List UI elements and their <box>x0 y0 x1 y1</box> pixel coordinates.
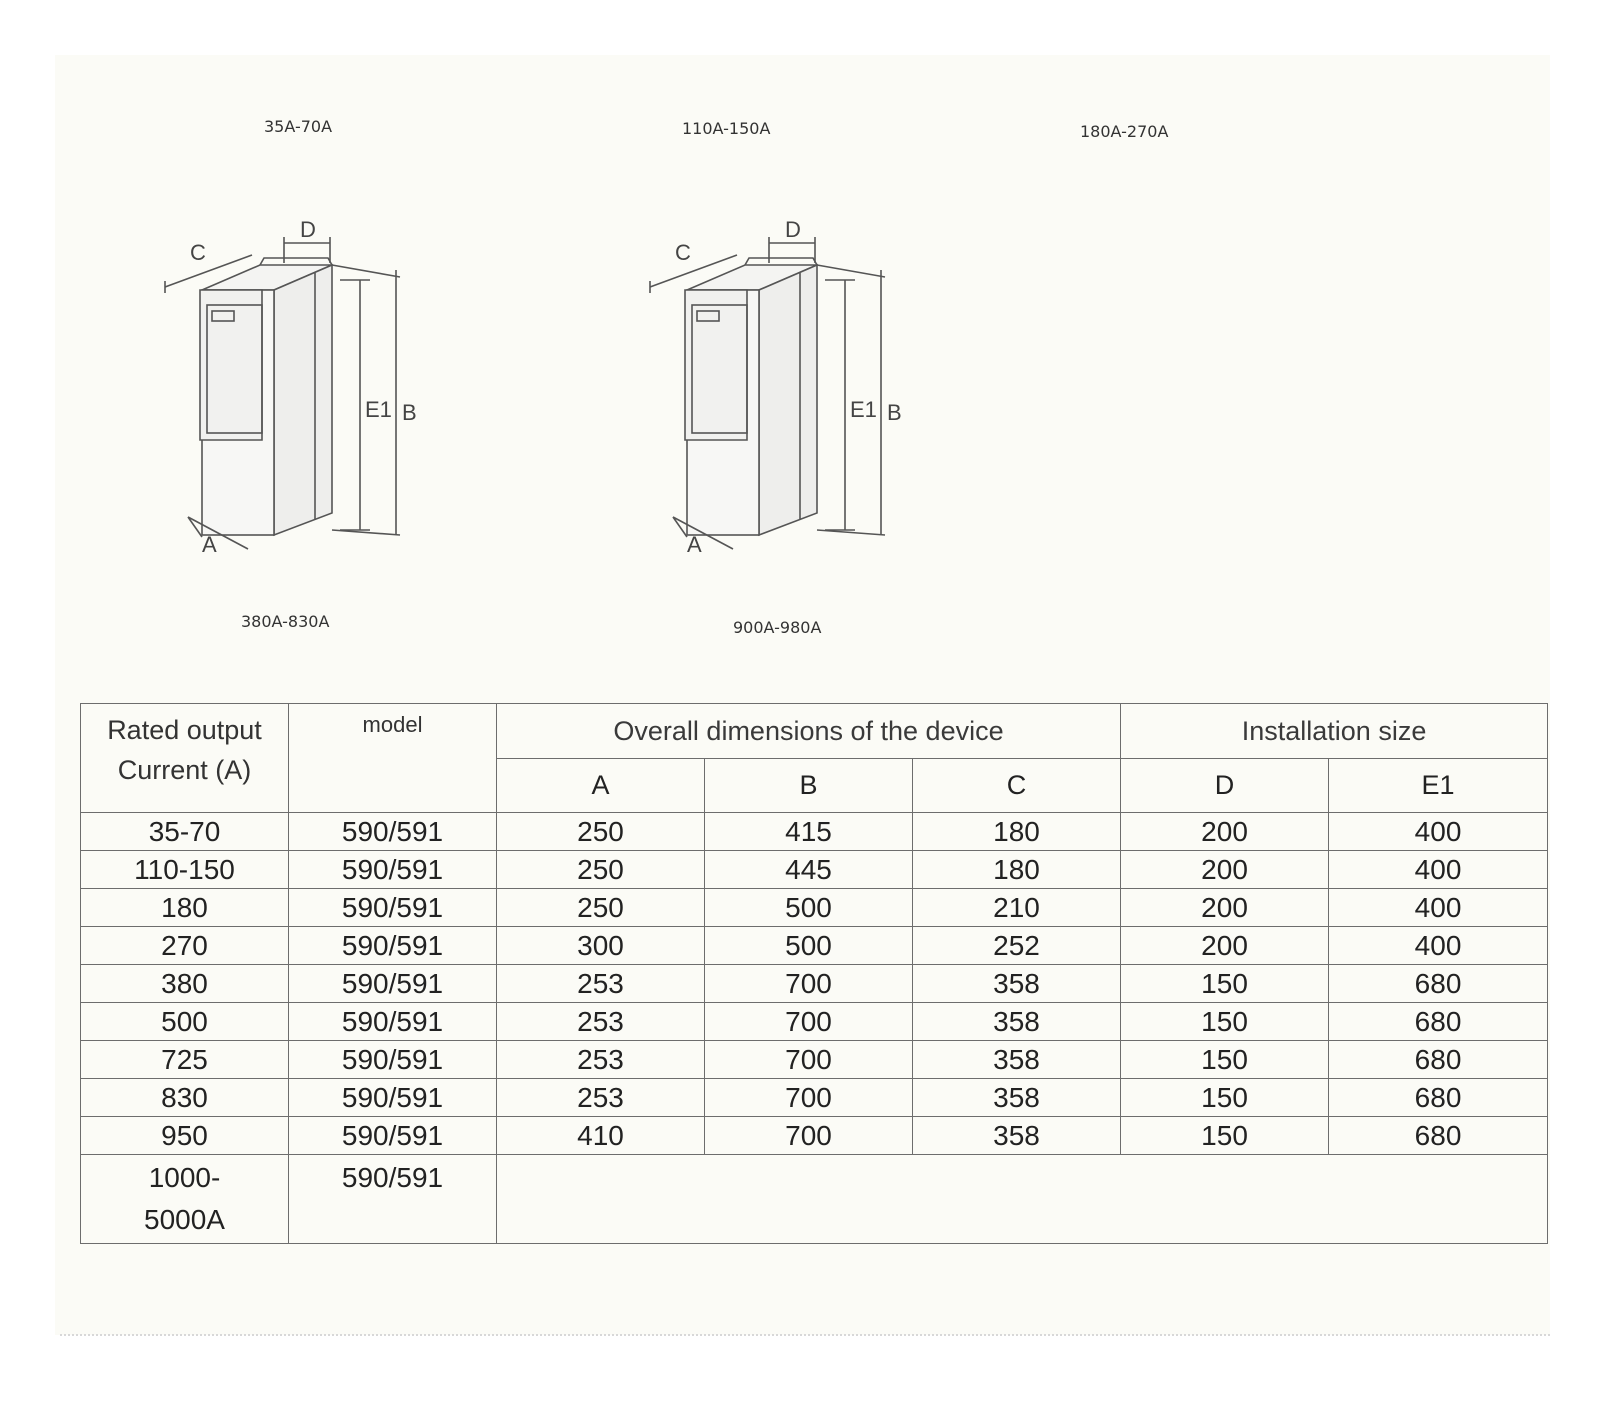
cell-rated: 725 <box>81 1041 289 1079</box>
header-rated-line2: Current (A) <box>117 755 252 785</box>
cell-rated: 110-150 <box>81 851 289 889</box>
cell-b: 500 <box>705 889 913 927</box>
cell-c: 358 <box>913 1041 1121 1079</box>
dim-e1-label: E1 <box>365 397 392 422</box>
cell-a: 253 <box>497 965 705 1003</box>
dimensions-table <box>80 703 1548 1244</box>
cell-rated: 380 <box>81 965 289 1003</box>
cell-model: 590/591 <box>289 1041 497 1079</box>
cell-e1: 400 <box>1329 889 1548 927</box>
cell-d: 200 <box>1121 889 1329 927</box>
cell-c: 180 <box>913 851 1121 889</box>
cell-e1: 400 <box>1329 813 1548 851</box>
cell-rated-line1: 1000- <box>148 1162 221 1193</box>
dim-c-label: C <box>190 240 206 265</box>
table-row <box>81 1155 1548 1244</box>
cell-model: 590/591 <box>289 965 497 1003</box>
table-row <box>81 1117 1548 1155</box>
cell-b: 415 <box>705 813 913 851</box>
dim-a-label: A <box>202 532 217 557</box>
table-row <box>81 889 1548 927</box>
table-row <box>81 1079 1548 1117</box>
dim-e1-label: E1 <box>850 397 877 422</box>
cell-c: 358 <box>913 1003 1121 1041</box>
cell-b: 445 <box>705 851 913 889</box>
table-row <box>81 1003 1548 1041</box>
cell-a: 300 <box>497 927 705 965</box>
cell-e1: 680 <box>1329 1003 1548 1041</box>
cell-model: 590/591 <box>289 927 497 965</box>
cell-d: 150 <box>1121 1003 1329 1041</box>
cell-d: 200 <box>1121 851 1329 889</box>
dim-b-label: B <box>402 400 417 425</box>
cell-e1: 400 <box>1329 927 1548 965</box>
cabinet-drawing-1 <box>160 215 440 580</box>
dim-a-label: A <box>687 532 702 557</box>
cell-e1: 680 <box>1329 965 1548 1003</box>
table-row <box>81 1041 1548 1079</box>
dim-d-label: D <box>300 217 316 242</box>
header-col-e1: E1 <box>1329 759 1548 813</box>
cell-a: 410 <box>497 1117 705 1155</box>
cell-b: 500 <box>705 927 913 965</box>
cell-rated <box>81 1155 289 1244</box>
cell-rated: 35-70 <box>81 813 289 851</box>
range-label-900-980: 900A-980A <box>733 618 822 637</box>
cell-rated: 830 <box>81 1079 289 1117</box>
cell-model: 590/591 <box>289 851 497 889</box>
cell-b: 700 <box>705 1041 913 1079</box>
header-overall-dimensions: Overall dimensions of the device <box>497 704 1121 759</box>
cell-model: 590/591 <box>289 1117 497 1155</box>
cell-d: 150 <box>1121 1041 1329 1079</box>
header-col-b: B <box>705 759 913 813</box>
cell-d: 200 <box>1121 813 1329 851</box>
range-label-380-830: 380A-830A <box>241 612 330 631</box>
cell-c: 252 <box>913 927 1121 965</box>
cell-e1: 680 <box>1329 1117 1548 1155</box>
cell-e1: 680 <box>1329 1079 1548 1117</box>
dim-c-label: C <box>675 240 691 265</box>
range-label-35-70: 35A-70A <box>264 117 333 136</box>
cell-c: 358 <box>913 965 1121 1003</box>
cell-b: 700 <box>705 1079 913 1117</box>
cell-b: 700 <box>705 1003 913 1041</box>
cell-model: 590/591 <box>289 1003 497 1041</box>
cell-rated: 950 <box>81 1117 289 1155</box>
cell-model: 590/591 <box>289 813 497 851</box>
cell-rated-line2: 5000A <box>144 1204 225 1235</box>
cabinet-drawing-2 <box>645 215 925 580</box>
header-model: model <box>289 704 497 813</box>
cell-c: 180 <box>913 813 1121 851</box>
dim-b-label: B <box>887 400 902 425</box>
cell-e1: 680 <box>1329 1041 1548 1079</box>
cell-model: 590/591 <box>289 889 497 927</box>
table-row <box>81 851 1548 889</box>
cell-b: 700 <box>705 965 913 1003</box>
header-rated-line1: Rated output <box>107 715 262 745</box>
cell-c: 210 <box>913 889 1121 927</box>
cell-a: 250 <box>497 813 705 851</box>
cell-d: 150 <box>1121 965 1329 1003</box>
bottom-divider <box>60 1334 1550 1336</box>
cell-rated: 270 <box>81 927 289 965</box>
cell-d: 150 <box>1121 1117 1329 1155</box>
cell-model: 590/591 <box>289 1155 497 1244</box>
cell-model: 590/591 <box>289 1079 497 1117</box>
cell-a: 253 <box>497 1041 705 1079</box>
range-label-110-150: 110A-150A <box>682 119 771 138</box>
header-col-a: A <box>497 759 705 813</box>
header-rated-output <box>81 704 289 813</box>
header-col-d: D <box>1121 759 1329 813</box>
table-row <box>81 927 1548 965</box>
cell-d: 200 <box>1121 927 1329 965</box>
cell-c: 358 <box>913 1117 1121 1155</box>
cell-b: 700 <box>705 1117 913 1155</box>
table-row <box>81 813 1548 851</box>
cell-a: 253 <box>497 1079 705 1117</box>
cell-a: 250 <box>497 851 705 889</box>
cell-c: 358 <box>913 1079 1121 1117</box>
cell-empty <box>497 1155 1548 1244</box>
header-installation-size: Installation size <box>1121 704 1548 759</box>
cell-d: 150 <box>1121 1079 1329 1117</box>
range-label-180-270: 180A-270A <box>1080 122 1169 141</box>
table-row <box>81 965 1548 1003</box>
header-col-c: C <box>913 759 1121 813</box>
cell-rated: 500 <box>81 1003 289 1041</box>
cell-a: 250 <box>497 889 705 927</box>
cell-rated: 180 <box>81 889 289 927</box>
dim-d-label: D <box>785 217 801 242</box>
cell-a: 253 <box>497 1003 705 1041</box>
cell-e1: 400 <box>1329 851 1548 889</box>
